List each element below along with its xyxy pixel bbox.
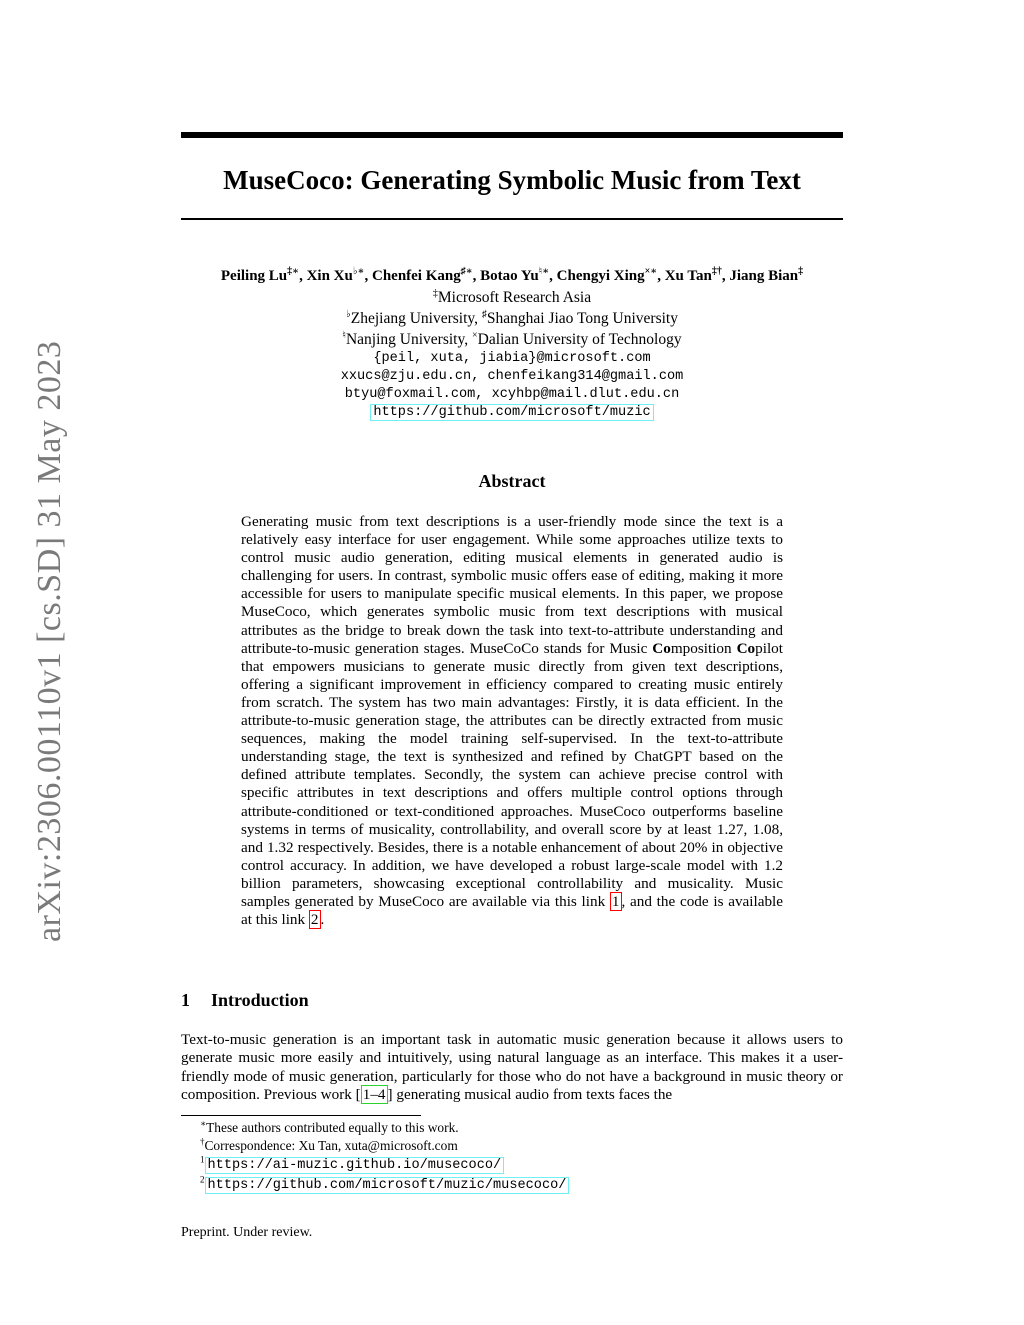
abstract-bold: Co	[736, 639, 756, 657]
intro-text: ] generating musical audio from texts faces the	[387, 1086, 673, 1104]
abstract-text: Generating music from text descriptions is a user-friendly mode since the text is a relatively easy interface for user engagement. While some approaches utilize texts to control music audio generation, editing musical elements in generated audio is challenging for users. In contrast, symbolic music offers ease of editing, making it more accessible for users to manipulate specific musical elements. In this paper, we propose MuseCoco, which generates symbolic music from text descriptions with musical attributes as the bridge to break down the task into text-to-attribute understanding and attribute-to-music generation stages. MuseCoCo stands for Music	[241, 513, 783, 657]
arxiv-stamp: arXiv:2306.00110v1 [cs.SD] 31 May 2023	[31, 340, 68, 942]
footnote-text: These authors contributed equally to this work.	[206, 1120, 459, 1135]
citation-link[interactable]: 1–4	[362, 1086, 386, 1104]
footnote	[200, 1119, 840, 1137]
abstract-body	[241, 513, 783, 929]
repo-link[interactable]: https://github.com/microsoft/muzic	[370, 404, 653, 421]
author-marks: ♮∗	[538, 266, 550, 277]
affiliation-text: Microsoft Research Asia	[437, 289, 592, 306]
footnote-ref-1[interactable]: 1	[611, 892, 620, 910]
affiliation-text: Nanjing University,	[345, 331, 472, 348]
author-name: Chengyi Xing	[556, 268, 645, 284]
intro-text: Text-to-music generation is an important task in automatic music generation because it allows users to generate music more easily and intuitively, using natural language as an interface. This makes it a user-friendly mode of music generation, particularly for those who do not have a background in music theory or composition. Previous work [	[181, 1031, 843, 1104]
section-number: 1	[181, 990, 190, 1010]
author-marks: ×∗	[644, 266, 658, 277]
email-line: {peil, xuta, jiabia}@microsoft.com	[373, 351, 651, 366]
author-name: Chenfei Kang	[371, 268, 461, 284]
affiliation-mark: ×	[471, 329, 478, 341]
affiliation-line	[181, 308, 843, 329]
footnote-mark: 1	[200, 1154, 205, 1165]
footnotes	[200, 1119, 840, 1195]
affiliation-text: Shanghai Jiao Tong University	[486, 310, 678, 327]
intro-paragraph	[181, 1031, 843, 1105]
author-name: Jiang Bian	[729, 268, 799, 284]
footnote-mark: 2	[200, 1174, 205, 1185]
email-line: xxucs@zju.edu.cn, chenfeikang314@gmail.com	[340, 369, 684, 384]
abstract-text: .	[320, 911, 325, 929]
footnote-ref-2[interactable]: 2	[310, 911, 319, 929]
footnote-mark: ∗	[200, 1118, 207, 1129]
affiliation-text: Zhejiang University,	[350, 310, 482, 327]
section-heading	[181, 988, 309, 1012]
abstract-heading: Abstract	[478, 471, 546, 491]
author-marks: ♭∗	[352, 266, 365, 277]
email-line: btyu@foxmail.com, xcyhbp@mail.dlut.edu.cn	[344, 387, 680, 402]
paper-title: MuseCoco: Generating Symbolic Music from Text	[223, 165, 801, 195]
affiliation-line	[181, 329, 843, 350]
affiliation-mark: ♭	[346, 308, 351, 320]
affiliation-line	[181, 287, 843, 308]
author-marks: ‡†	[711, 266, 722, 277]
author-marks: ‡∗	[287, 266, 300, 277]
author-list: Peiling Lu‡∗, Xin Xu♭∗, Chenfei Kang♯∗, Botao Yu♮∗, Chengyi Xing×∗, Xu Tan‡†, Jiang Bian‡	[220, 266, 804, 284]
preprint-footer: Preprint. Under review.	[181, 1225, 313, 1240]
footnote-text: Correspondence: Xu Tan, xuta@microsoft.com	[204, 1138, 458, 1153]
author-name: Peiling Lu	[220, 268, 288, 284]
footnote-mark: †	[200, 1136, 205, 1147]
footnote	[200, 1155, 840, 1175]
title-rule-bottom	[181, 218, 843, 220]
footnote	[200, 1137, 840, 1155]
affiliation-mark: ‡	[432, 287, 438, 299]
footnote-link[interactable]: https://github.com/microsoft/muzic/musecoco/	[205, 1177, 570, 1194]
author-name: Xu Tan	[664, 268, 712, 284]
affiliation-text: Dalian University of Technology	[477, 331, 682, 348]
affiliation-mark: ♮	[342, 329, 346, 341]
author-name: Botao Yu	[480, 268, 539, 284]
author-name: Xin Xu	[306, 268, 353, 284]
footnote-link[interactable]: https://ai-muzic.github.io/musecoco/	[205, 1157, 505, 1174]
affiliation-mark: ♯	[481, 308, 487, 320]
footnote-rule	[181, 1115, 421, 1116]
footnote	[200, 1175, 840, 1195]
author-marks: ♯∗	[460, 266, 473, 277]
abstract-bold: Co	[652, 639, 671, 657]
abstract-text: pilot that empowers musicians to generate music directly from given text descriptions, offering a significant improvement in efficiency compared to creating music entirely from scratch. The system has two main advantages: Firstly, it is data efficient. In the attribute-to-music generation stage, the attributes can be directly extracted from music sequences, making the model training self-supervised. In the text-to-attribute understanding stage, the text is synthesized and refined by ChatGPT based on the defined attribute templates. Secondly, the system can achieve precise control with specific attributes in text descriptions and offers multiple control options through attribute-conditioned or text-conditioned approaches. MuseCoco outperforms baseline systems in terms of musicality, controllability, and overall score by at least 1.27, 1.08, and 1.32 respectively. Besides, there is a notable enhancement of about 20% in objective control accuracy. In addition, we have developed a robust large-scale model with 1.2 billion parameters, showcasing exceptional controllability and musicality. Music samples generated by MuseCoco are available via this link	[241, 639, 783, 910]
title-rule-top	[181, 132, 843, 138]
author-marks: ‡	[798, 266, 804, 277]
section-title: Introduction	[211, 990, 309, 1010]
abstract-text: , and the code is available at this link	[241, 892, 784, 929]
abstract-text: mposition	[670, 639, 737, 657]
affiliations	[181, 287, 843, 422]
